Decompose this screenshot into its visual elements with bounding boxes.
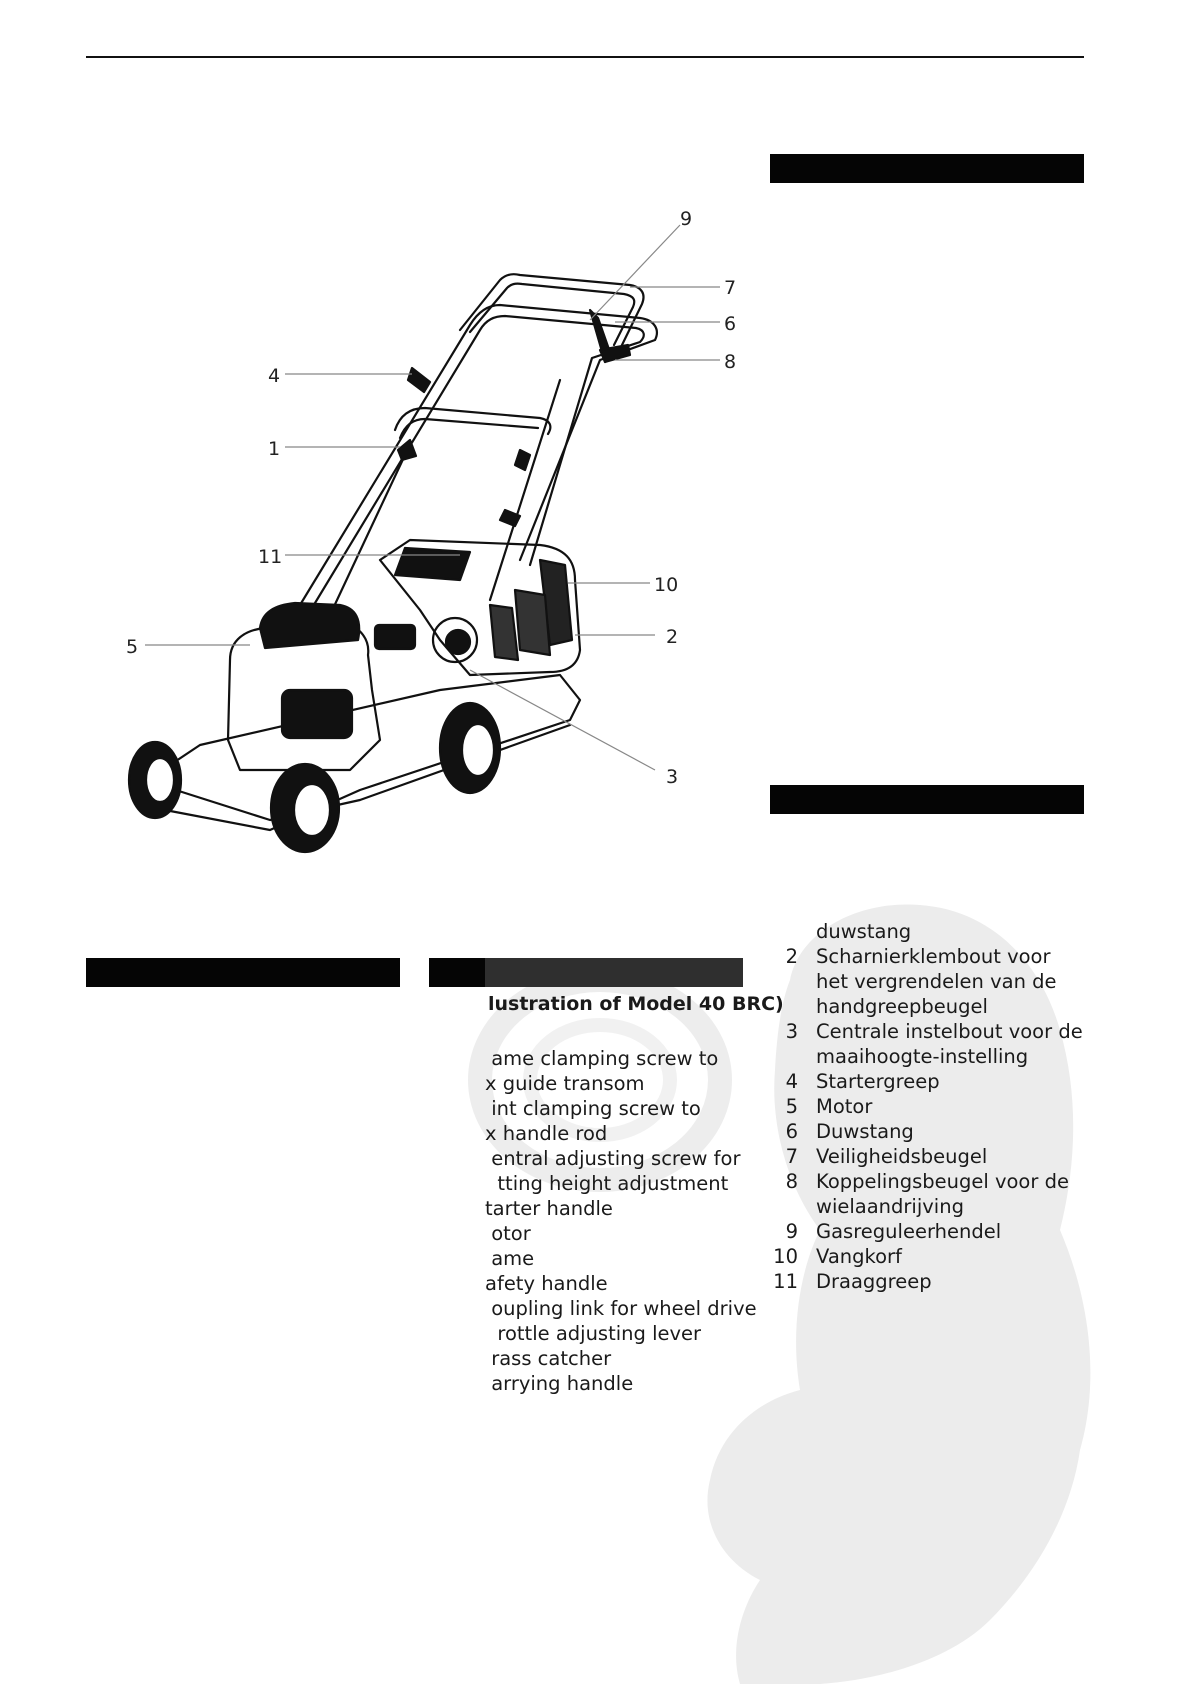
list-item: [770, 1219, 1083, 1244]
callout-9: 9: [680, 208, 693, 230]
callout-4: 4: [268, 365, 281, 387]
english-parts-list: [485, 1046, 757, 1396]
top-rule: [86, 56, 1084, 58]
lawnmower-diagram: [110, 200, 750, 860]
callout-11: 11: [258, 546, 283, 568]
item-label: Gasreguleerhendel: [816, 1220, 1002, 1243]
list-item: x guide transom: [485, 1072, 645, 1095]
callout-1: 1: [268, 438, 281, 460]
item-number: 10: [773, 1245, 798, 1268]
wheel-front-left: [129, 742, 181, 818]
list-item: int clamping screw to: [485, 1097, 701, 1120]
list-item: [770, 1094, 1083, 1119]
item-label: maaihoogte-instelling: [816, 1045, 1029, 1068]
item-label: Scharnierklembout voor: [816, 945, 1051, 968]
list-item: [770, 1119, 1083, 1144]
list-item: [770, 1269, 1083, 1294]
item-number: 7: [785, 1145, 798, 1168]
dutch-parts-list: [770, 919, 1083, 1294]
item-number: 5: [785, 1095, 798, 1118]
item-label: wielaandrijving: [816, 1195, 964, 1218]
list-item: x handle rod: [485, 1122, 608, 1145]
list-item: [770, 1244, 1083, 1269]
wheel-rear: [440, 703, 500, 793]
item-label: het vergrendelen van de: [816, 970, 1057, 993]
item-label: Veiligheidsbeugel: [816, 1145, 988, 1168]
item-label: Koppelingsbeugel voor de: [816, 1170, 1069, 1193]
item-number: 2: [785, 945, 798, 968]
item-number: 11: [773, 1270, 798, 1293]
item-label: Motor: [816, 1095, 873, 1118]
list-item-continuation: duwstang: [816, 920, 912, 943]
callout-10: 10: [654, 574, 679, 596]
item-number: 3: [785, 1020, 798, 1043]
section-bar-center: [429, 958, 743, 987]
callout-2: 2: [666, 626, 679, 648]
list-item: oupling link for wheel drive: [485, 1297, 757, 1320]
list-item: otor: [485, 1222, 531, 1245]
item-label: Duwstang: [816, 1120, 914, 1143]
item-label: Startergreep: [816, 1070, 940, 1093]
english-section-title: lustration of Model 40 BRC): [488, 993, 784, 1015]
list-item: [770, 1069, 1083, 1094]
list-item: arrying handle: [485, 1372, 634, 1395]
callout-7: 7: [724, 277, 737, 299]
item-number: 4: [785, 1070, 798, 1093]
section-bar-left: [86, 958, 400, 987]
section-bar-mid-right: [770, 785, 1084, 814]
callout-8: 8: [724, 351, 737, 373]
list-item: ame clamping screw to: [485, 1047, 719, 1070]
callout-3: 3: [666, 766, 679, 788]
callout-6: 6: [724, 313, 737, 335]
item-label: Centrale instelbout voor de: [816, 1020, 1083, 1043]
callout-5: 5: [126, 636, 139, 658]
item-label: handgreepbeugel: [816, 995, 988, 1018]
item-number: 9: [785, 1220, 798, 1243]
item-label: Vangkorf: [816, 1245, 902, 1268]
list-item: [770, 1169, 1083, 1194]
list-item: tting height adjustment: [485, 1172, 729, 1195]
section-bar-top-right: [770, 154, 1084, 183]
item-number: 8: [785, 1170, 798, 1193]
wheel-front-right: [271, 764, 339, 852]
list-item: [770, 1019, 1083, 1044]
list-item: [770, 944, 1083, 969]
list-item: [770, 1144, 1083, 1169]
list-item: entral adjusting screw for: [485, 1147, 741, 1170]
list-item: afety handle: [485, 1272, 608, 1295]
item-number: 6: [785, 1120, 798, 1143]
list-item: rass catcher: [485, 1347, 612, 1370]
list-item: ame: [485, 1247, 535, 1270]
list-item: tarter handle: [485, 1197, 613, 1220]
item-label: Draaggreep: [816, 1270, 932, 1293]
list-item: rottle adjusting lever: [485, 1322, 702, 1345]
